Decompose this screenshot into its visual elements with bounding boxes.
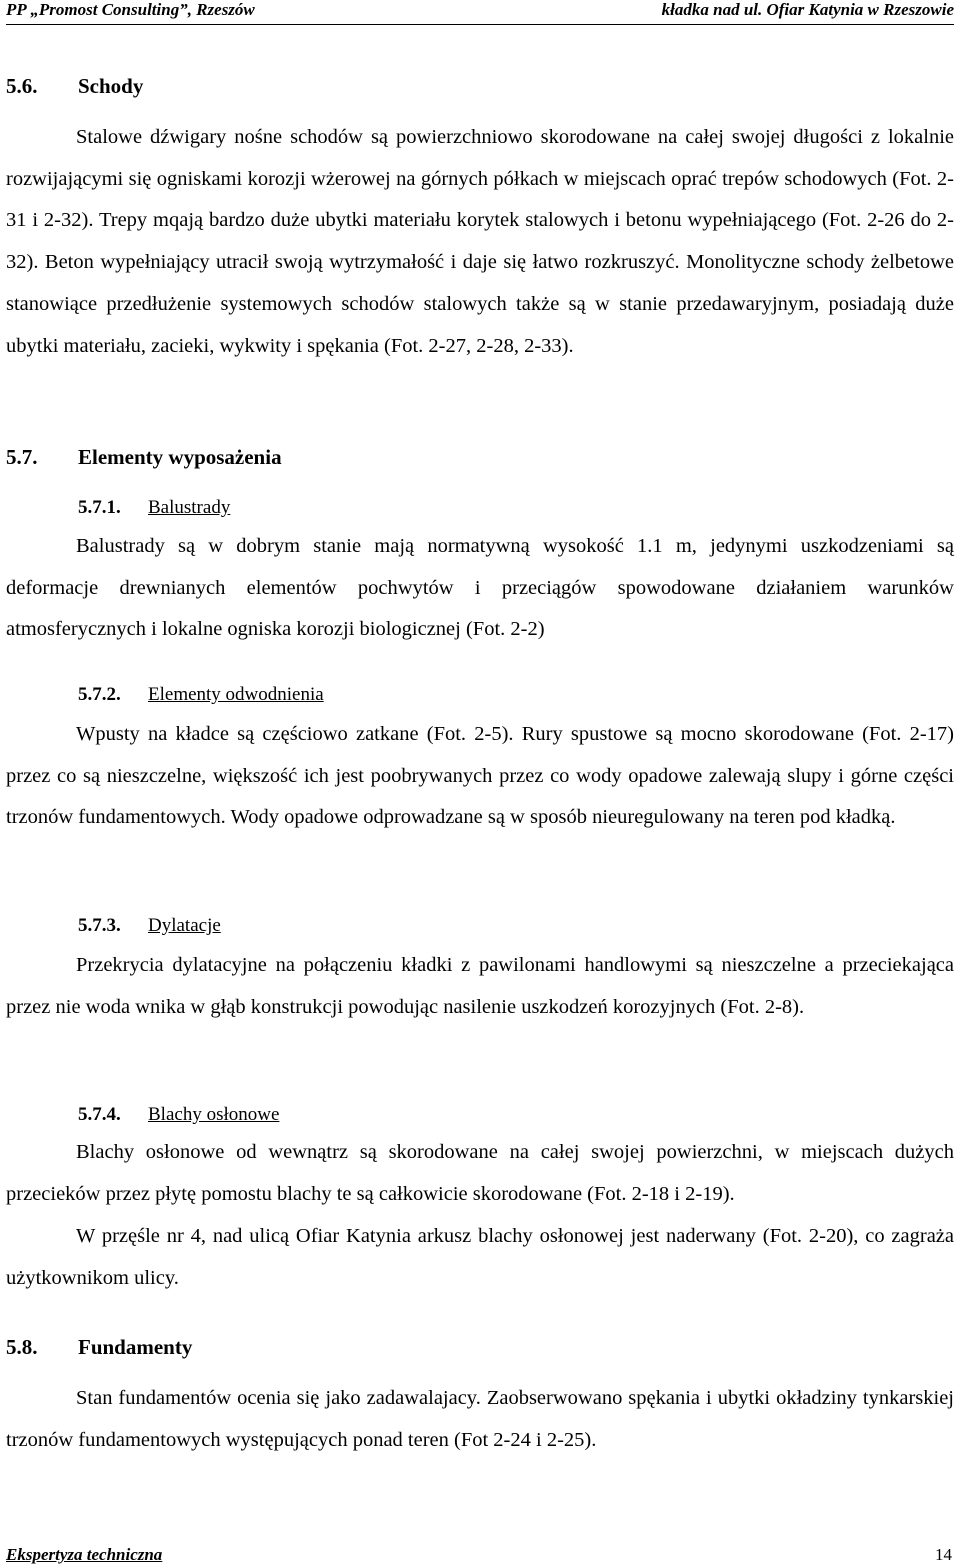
subsection-number: 5.7.2. [78,684,121,705]
subsection-title: Balustrady [148,497,231,518]
heading-5-7-2 [6,682,960,708]
heading-5-7-1 [6,495,960,521]
heading-5-7 [6,443,954,471]
heading-5-8 [6,1333,954,1361]
subsection-title: Blachy osłonowe [148,1104,280,1125]
footer-document-title: Ekspertyza techniczna [6,1545,163,1564]
subsection-title: Dylatacje [148,915,221,936]
subsection-number: 5.7.1. [78,497,121,518]
section-title: Schody [78,74,144,98]
heading-5-6 [6,72,954,100]
paragraph-balustrades: Balustrady są w dobrym stanie mają normatywną wysokość 1.1 m, jedynymi uszkodzeniami są deformacje drewnianych elementów pochwytów i przeciągów spowodowane działaniem warunków atmosferycznych i lokalne ogniska korozji biologicznej (Fot. 2-2) [6,535,954,641]
page-header [6,0,954,25]
section-number: 5.8. [6,1335,38,1359]
header-company: PP „Promost Consulting”, Rzeszów [6,0,255,19]
paragraph-stairs: Stalowe dźwigary nośne schodów są powierzchniowo skorodowane na całej swojej długości z lokalnie rozwijającymi się ogniskami korozji wżerowej na górnych półkach w miejscach oprać trepów schodowych (Fot. 2-31 i 2-32). Trepy mqają bardzo duże ubytki materiału korytek stalowych i betonu wypełniającego (Fot. 2-26 do 2-32). Beton wypełniający utracił swoją wytrzymałość i daje się łatwo rozkruszyć. Monolityczne schody żelbetowe stanowiące przedłużenie systemowych schodów stalowych także są w stanie przedawaryjnym, posiadają duże ubytki materiału, zacieki, wykwity i spękania (Fot. 2-27, 2-28, 2-33). [6,126,954,357]
heading-5-7-3 [6,913,960,939]
section-number: 5.6. [6,74,38,98]
section-title: Fundamenty [78,1335,193,1359]
section-number: 5.7. [6,445,38,469]
paragraph-expansion-joints: Przekrycia dylatacyjne na połączeniu kładki z pawilonami handlowymi są nieszczelne a przeciekająca przez nie woda wnika w głąb konstrukcji powodując nasilenie uszkodzeń korozyjnych (Fot. 2-8). [6,954,954,1018]
section-title: Elementy wyposażenia [78,445,282,469]
header-project: kładka nad ul. Ofiar Katynia w Rzeszowie [661,0,954,19]
page-number: 14 [935,1545,952,1564]
heading-5-7-4 [6,1102,960,1128]
subsection-number: 5.7.4. [78,1104,121,1125]
subsection-number: 5.7.3. [78,915,121,936]
paragraph-cover-sheets: Blachy osłonowe od wewnątrz są skorodowane na całej swojej powierzchni, w miejscach dużych przecieków przez płytę pomostu blachy te są całkowicie skorodowane (Fot. 2-18 i 2-19). [6,1141,954,1205]
paragraph-foundations: Stan fundamentów ocenia się jako zadawalajacy. Zaobserwowano spękania i ubytki okładziny tynkarskiej trzonów fundamentowych występujących ponad teren (Fot 2-24 i 2-25). [6,1387,954,1451]
subsection-title: Elementy odwodnienia [148,684,324,705]
paragraph-drainage: Wpusty na kładce są częściowo zatkane (Fot. 2-5). Rury spustowe są mocno skorodowane (Fot. 2-17) przez co są nieszczelne, większość ich jest poobrywanych przez co wody opadowe zalewają slupy i górne części trzonów fundamentowych. Wody opadowe odprowadzane są w sposób nieuregulowany na teren pod kładką. [6,723,954,829]
paragraph-span-4: W przęśle nr 4, nad ulicą Ofiar Katynia arkusz blachy osłonowej jest naderwany (Fot. 2-20), co zagraża użytkownikom ulicy. [6,1225,954,1289]
